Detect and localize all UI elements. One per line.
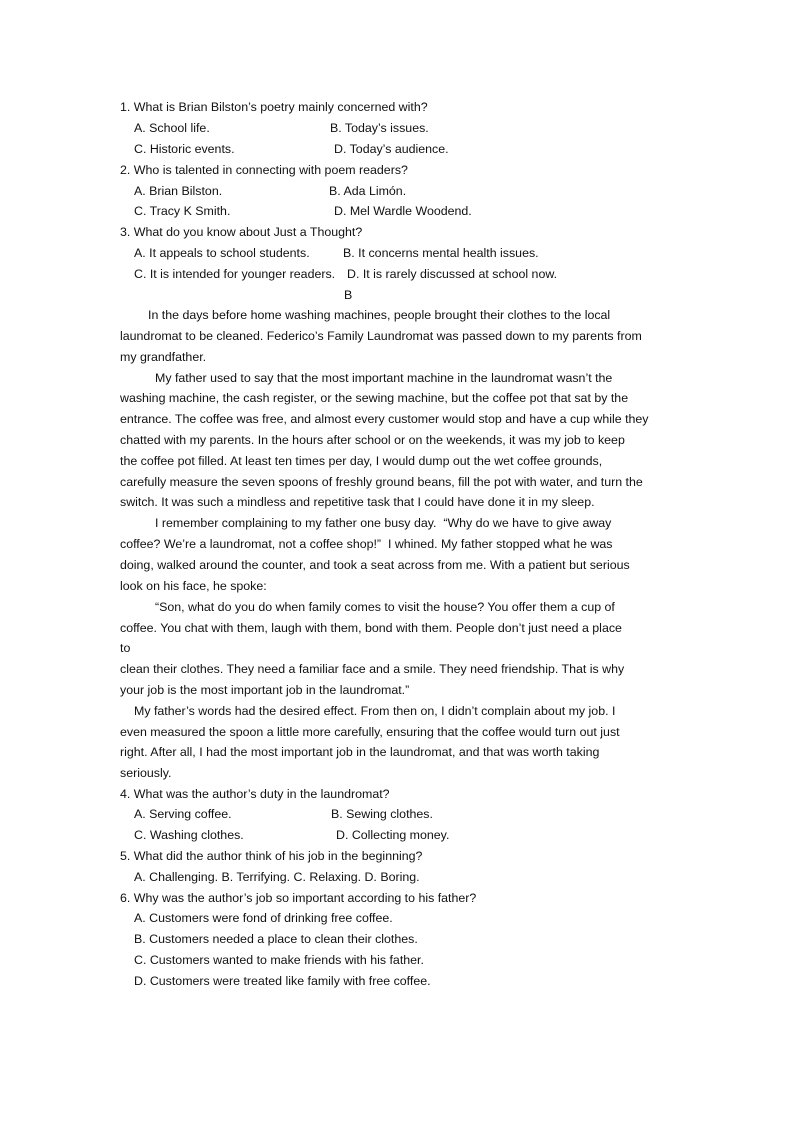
q2-option-a: A. Brian Bilston. bbox=[134, 184, 223, 198]
passage-line: entrance. The coffee was free, and almost every customer would stop and have a cup while they bbox=[120, 412, 649, 426]
q6-option-c: C. Customers wanted to make friends with his father. bbox=[134, 953, 424, 967]
passage-line: even measured the spoon a little more carefully, ensuring that the coffee would turn out just bbox=[120, 725, 620, 739]
passage-line: your job is the most important job in the laundromat.” bbox=[120, 683, 410, 697]
q4-option-a: A. Serving coffee. bbox=[134, 807, 232, 821]
passage-line: washing machine, the cash register, or the sewing machine, but the coffee pot that sat by the bbox=[120, 391, 629, 405]
question-1: 1. What is Brian Bilston’s poetry mainly concerned with? bbox=[120, 100, 428, 114]
q2-option-b: B. Ada Limón. bbox=[329, 184, 407, 198]
q4-option-c: C. Washing clothes. bbox=[134, 828, 244, 842]
q2-option-c: C. Tracy K Smith. bbox=[134, 204, 231, 218]
passage-line: “Son, what do you do when family comes to visit the house? You offer them a cup of bbox=[155, 600, 615, 614]
passage-line: seriously. bbox=[120, 766, 172, 780]
question-2: 2. Who is talented in connecting with poem readers? bbox=[120, 163, 408, 177]
q5-options: A. Challenging. B. Terrifying. C. Relaxing. D. Boring. bbox=[134, 870, 420, 884]
passage-line: switch. It was such a mindless and repetitive task that I could have done it in my sleep. bbox=[120, 495, 595, 509]
section-b-heading: B bbox=[344, 288, 353, 302]
question-3: 3. What do you know about Just a Thought? bbox=[120, 225, 363, 239]
question-4: 4. What was the author’s duty in the laundromat? bbox=[120, 787, 390, 801]
passage-line: doing, walked around the counter, and took a seat across from me. With a patient but serious bbox=[120, 558, 630, 572]
passage-line: to bbox=[120, 641, 131, 655]
q3-option-b: B. It concerns mental health issues. bbox=[343, 246, 539, 260]
passage-line: In the days before home washing machines, people brought their clothes to the local bbox=[148, 308, 611, 322]
question-5: 5. What did the author think of his job in the beginning? bbox=[120, 849, 423, 863]
passage-line: My father’s words had the desired effect. From then on, I didn’t complain about my job. I bbox=[134, 704, 616, 718]
q4-option-d: D. Collecting money. bbox=[336, 828, 450, 842]
passage-line: coffee. You chat with them, laugh with them, bond with them. People don’t just need a place bbox=[120, 621, 622, 635]
q6-option-d: D. Customers were treated like family with free coffee. bbox=[134, 974, 431, 988]
passage-line: clean their clothes. They need a familiar face and a smile. They need friendship. That is why bbox=[120, 662, 625, 676]
passage-line: carefully measure the seven spoons of freshly ground beans, fill the pot with water, and turn the bbox=[120, 475, 643, 489]
q6-option-a: A. Customers were fond of drinking free coffee. bbox=[134, 911, 393, 925]
question-6: 6. Why was the author’s job so important according to his father? bbox=[120, 891, 477, 905]
q1-option-c: C. Historic events. bbox=[134, 142, 235, 156]
passage-line: the coffee pot filled. At least ten times per day, I would dump out the wet coffee grounds, bbox=[120, 454, 603, 468]
passage-line: look on his face, he spoke: bbox=[120, 579, 267, 593]
passage-line: laundromat to be cleaned. Federico’s Family Laundromat was passed down to my parents from bbox=[120, 329, 642, 343]
passage-line: coffee? We’re a laundromat, not a coffee shop!” I whined. My father stopped what he was bbox=[120, 537, 613, 551]
q1-option-a: A. School life. bbox=[134, 121, 210, 135]
passage-line: I remember complaining to my father one busy day. “Why do we have to give away bbox=[155, 516, 612, 530]
passage-line: my grandfather. bbox=[120, 350, 207, 364]
q3-option-d: D. It is rarely discussed at school now. bbox=[347, 267, 558, 281]
passage-line: right. After all, I had the most important job in the laundromat, and that was worth taking bbox=[120, 745, 600, 759]
passage-line: chatted with my parents. In the hours after school or on the weekends, it was my job to keep bbox=[120, 433, 625, 447]
q4-option-b: B. Sewing clothes. bbox=[331, 807, 433, 821]
passage-line: My father used to say that the most important machine in the laundromat wasn’t the bbox=[155, 371, 613, 385]
q2-option-d: D. Mel Wardle Woodend. bbox=[334, 204, 472, 218]
q1-option-d: D. Today’s audience. bbox=[334, 142, 449, 156]
q1-option-b: B. Today’s issues. bbox=[330, 121, 429, 135]
q3-option-c: C. It is intended for younger readers. bbox=[134, 267, 336, 281]
q3-option-a: A. It appeals to school students. bbox=[134, 246, 310, 260]
q6-option-b: B. Customers needed a place to clean their clothes. bbox=[134, 932, 418, 946]
